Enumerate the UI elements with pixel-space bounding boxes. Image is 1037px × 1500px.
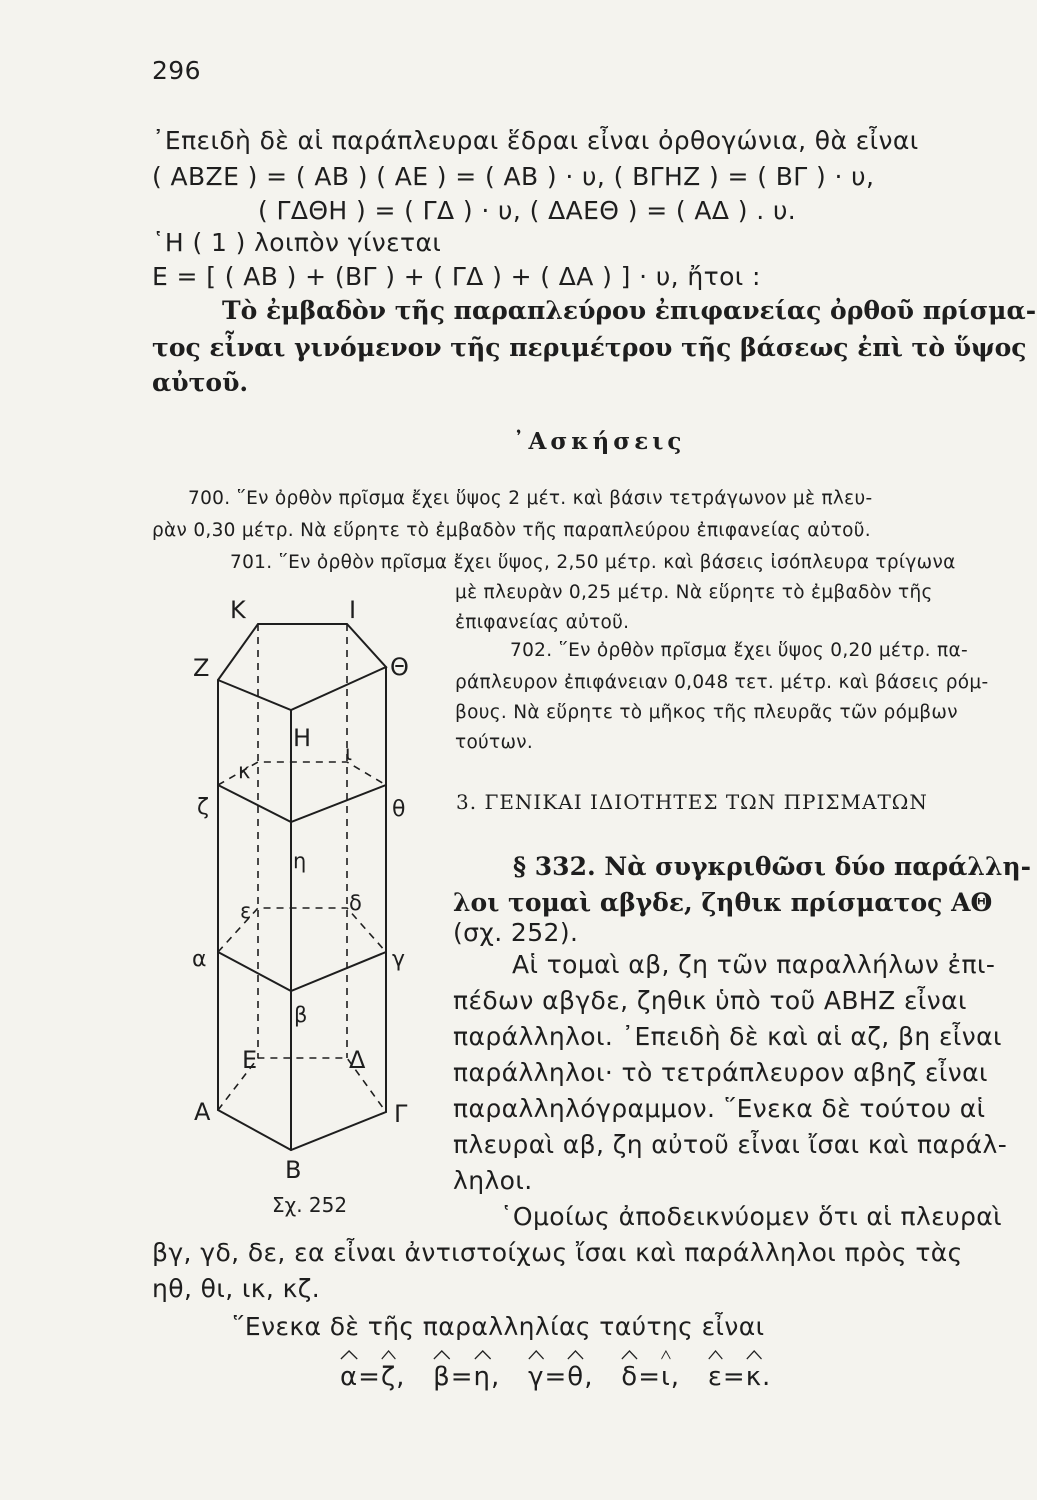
paragraph-line-12: βγ, γδ, δε, εα εἶναι ἀντιστοίχως ἴσαι καὶ παράλληλοι πρὸς τὰς (152, 1238, 963, 1267)
text-line-4: ῾Η ( 1 ) λοιπὸν γίνεται (152, 228, 442, 257)
label-A: Α (194, 1098, 211, 1126)
paragraph-line-4: Αἱ τομαὶ αβ, ζη τῶν παραλλήλων ἐπι- (512, 950, 996, 979)
theorem-line-3: αὐτοῦ. (152, 368, 249, 397)
paragraph-line-7: παράλληλοι· τὸ τετράπλευρον αβηζ εἶναι (453, 1058, 988, 1087)
paragraph-line-5: πέδων αβγδε, ζηθικ ὑπὸ τοῦ ΑΒΗΖ εἶναι (453, 986, 967, 1015)
prism-figure (185, 590, 445, 1230)
paragraph-line-11: ῾Ομοίως ἀποδεικνύομεν ὅτι αἱ πλευραὶ (500, 1202, 1002, 1231)
label-G: Γ (394, 1100, 408, 1128)
paragraph-line-9: πλευραὶ αβ, ζη αὐτοῦ εἶναι ἴσαι καὶ παράλ- (453, 1130, 1008, 1159)
angle-symbol: δ (621, 1362, 638, 1392)
angle-symbol: ι (661, 1362, 671, 1392)
label-z: ζ (197, 795, 209, 820)
exercises-heading: ᾿Ασκήσεις (513, 428, 686, 455)
angle-symbol: α (340, 1362, 358, 1392)
paragraph-line-6: παράλληλοι. ᾿Επειδὴ δὲ καὶ αἱ αζ, βη εἶναι (453, 1022, 1002, 1051)
equality-1: α= ζ, (340, 1362, 405, 1392)
label-Z: Ζ (193, 654, 210, 682)
section-abg (218, 952, 386, 991)
angle-symbol: η (474, 1362, 491, 1392)
exercise-702-line-3: βους. Νὰ εὕρητε τὸ μῆκος τῆς πλευρᾶς τῶν ρόμβων (455, 702, 958, 723)
exercise-702-line-1: 702. ῞Εν ὀρθὸν πρῖσμα ἔχει ὕψος 0,20 μέτρ. πα- (510, 640, 968, 661)
label-I: Ι (349, 596, 357, 624)
equality-5: ε= κ. (708, 1362, 771, 1392)
label-Theta: Θ (390, 653, 409, 681)
paragraph-title-line-3: (σχ. 252). (453, 918, 579, 947)
angle-symbol: β (433, 1362, 451, 1392)
angle-equalities (340, 1362, 771, 1392)
top-face (218, 624, 386, 710)
label-g: γ (392, 947, 406, 972)
text-line-1: ᾿Επειδὴ δὲ αἱ παράπλευραι ἕδραι εἶναι ὀρθογώνια, θὰ εἶναι (152, 126, 919, 155)
paragraph-line-14: ῞Ενεκα δὲ τῆς παραλληλίας ταύτης εἶναι (232, 1312, 765, 1341)
equality-4: δ= ι, (621, 1362, 680, 1392)
exercise-700-line-1: 700. ῞Εν ὀρθὸν πρῖσμα ἔχει ὕψος 2 μέτ. καὶ βάσιν τετράγωνον μὲ πλευ- (188, 488, 873, 509)
formula-line: Ε = [ ( ΑΒ ) + (ΒΓ ) + ( ΓΔ ) + ( ΔΑ ) ] · υ, ἤτοι : (152, 262, 761, 291)
label-D: Δ (349, 1046, 366, 1074)
angle-symbol: ε (708, 1362, 723, 1392)
label-i: ι (345, 741, 353, 765)
label-e: ε (240, 899, 252, 923)
exercise-700-line-2: ρὰν 0,30 μέτρ. Νὰ εὕρητε τὸ ἐμβαδὸν τῆς παραπλεύρου ἐπιφανείας αὐτοῦ. (152, 520, 871, 541)
text-line-3: ( ΓΔΘΗ ) = ( ΓΔ ) · υ, ( ΔΑΕΘ ) = ( ΑΔ ) . υ. (258, 196, 797, 225)
exercise-702-line-4: τούτων. (455, 732, 534, 753)
paragraph-line-13: ηθ, θι, ικ, κζ. (152, 1274, 321, 1303)
label-th: θ (392, 797, 406, 822)
exercise-701-line-1: 701. ῞Εν ὀρθὸν πρῖσμα ἔχει ὕψος, 2,50 μέτρ. καὶ βάσεις ἰσόπλευρα τρίγωνα (230, 552, 956, 573)
label-d: δ (349, 891, 362, 915)
page-number: 296 (152, 56, 201, 85)
label-K: Κ (230, 596, 246, 624)
exercise-702-line-2: ράπλευρον ἐπιφάνειαν 0,048 τετ. μέτρ. καὶ βάσεις ρόμ- (455, 672, 989, 693)
paragraph-title-line-1: § 332. Νὰ συγκριθῶσι δύο παράλλη- (513, 852, 1032, 881)
theorem-line-1: Τὸ ἐμβαδὸν τῆς παραπλεύρου ἐπιφανείας ὀρθοῦ πρίσμα- (222, 296, 1037, 325)
section-zhth (218, 785, 386, 822)
angle-symbol: κ (746, 1362, 762, 1392)
label-H: Η (293, 724, 312, 752)
angle-symbol: ζ (381, 1362, 396, 1392)
label-b: β (294, 1003, 308, 1027)
paragraph-title-line-2: λοι τομαὶ αβγδε, ζηθικ πρίσματος ΑΘ (453, 888, 993, 917)
label-eta: η (293, 849, 307, 873)
text-line-2: ( ΑΒΖΕ ) = ( ΑΒ ) ( ΑΕ ) = ( ΑΒ ) · υ, ( ΒΓΗΖ ) = ( ΒΓ ) · υ, (152, 162, 875, 191)
section-heading: 3. ΓΕΝΙΚΑΙ ΙΔΙΟΤΗΤΕΣ ΤΩΝ ΠΡΙΣΜΑΤΩΝ (456, 790, 928, 814)
exercise-701-line-3: ἐπιφανείας αὐτοῦ. (455, 612, 630, 633)
angle-symbol: θ (567, 1362, 584, 1392)
label-a: α (192, 947, 207, 972)
label-k: κ (238, 759, 251, 783)
label-E: Ε (242, 1046, 258, 1074)
label-B: Β (285, 1156, 302, 1184)
bottom-face (218, 1110, 386, 1150)
theorem-line-2: τος εἶναι γινόμενον τῆς περιμέτρου τῆς βάσεως ἐπὶ τὸ ὕψος (152, 333, 1027, 362)
equality-2: β= η, (433, 1362, 500, 1392)
exercise-701-line-2: μὲ πλευρὰν 0,25 μέτρ. Νὰ εὕρητε τὸ ἐμβαδὸν τῆς (455, 582, 933, 603)
equality-3: γ= θ, (528, 1362, 593, 1392)
angle-symbol: γ (528, 1362, 544, 1392)
paragraph-line-8: παραλληλόγραμμον. ῞Ενεκα δὲ τούτου αἱ (453, 1094, 986, 1123)
paragraph-line-10: ληλοι. (453, 1166, 533, 1195)
figure-caption: Σχ. 252 (272, 1193, 348, 1217)
